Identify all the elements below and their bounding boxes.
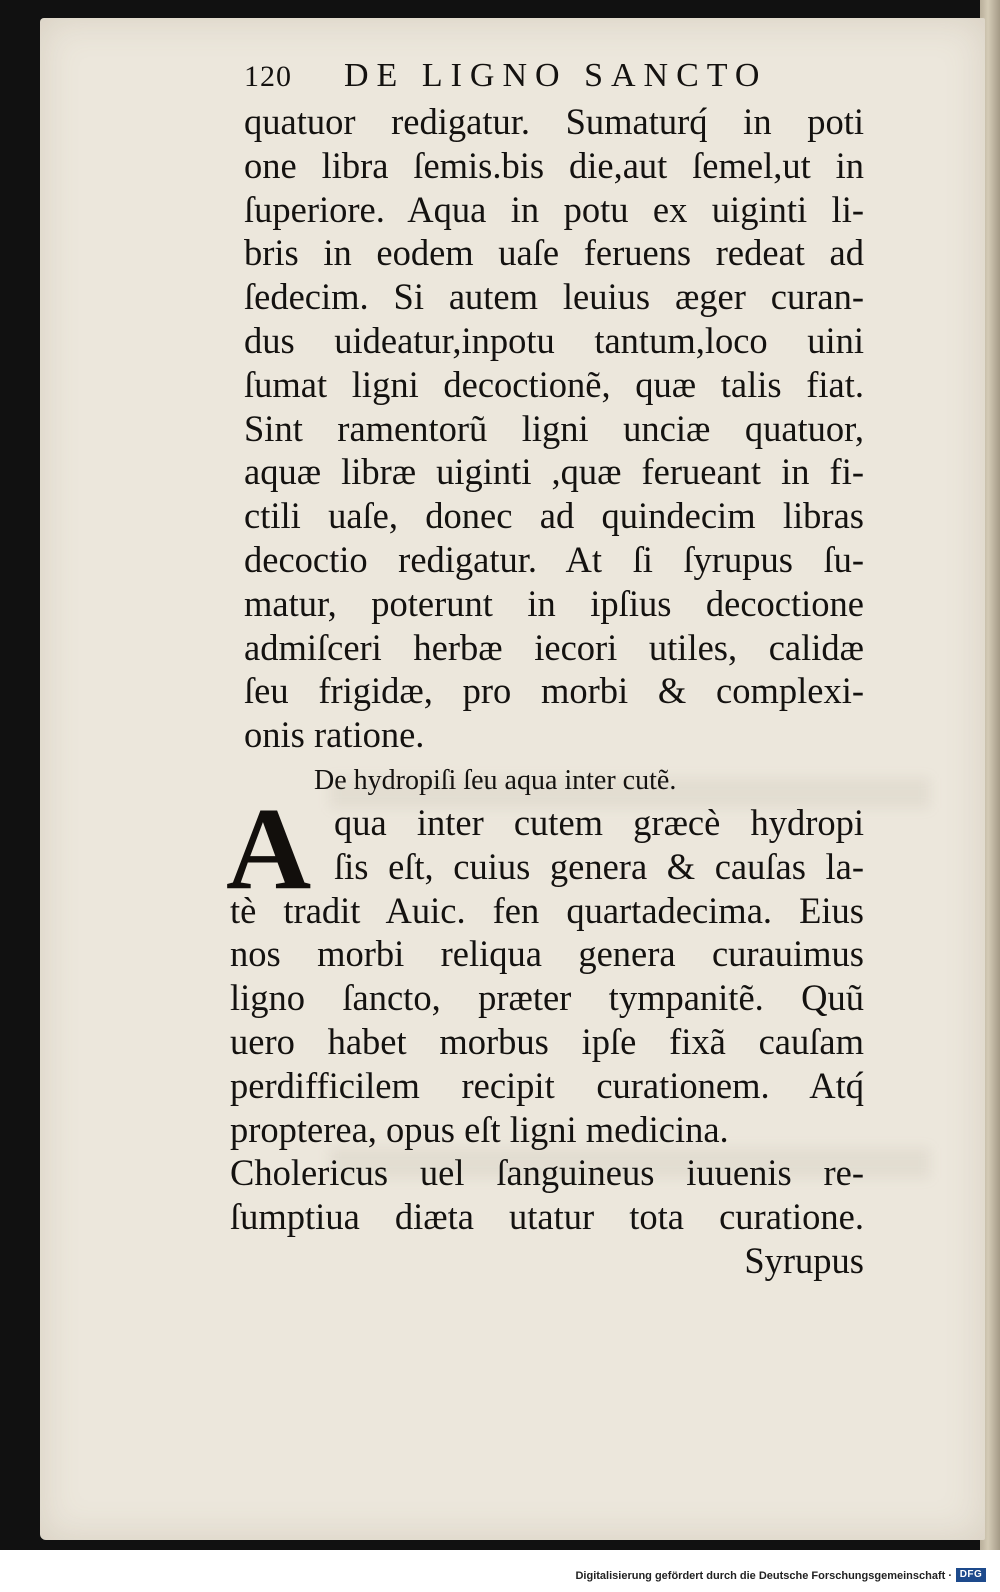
text-line: ſedecim. Si autem leuius æger curan- bbox=[244, 276, 864, 318]
text-line: aquæ libræ uiginti ,quæ ferueant in fi- bbox=[244, 451, 864, 493]
drop-cap: A bbox=[226, 782, 312, 914]
text-line: admiſceri herbæ iecori utiles, calidæ bbox=[244, 626, 864, 668]
text-line: onis ratione. bbox=[244, 714, 425, 756]
text-line: ſis eſt, cuius genera & cauſas la- bbox=[334, 845, 864, 887]
text-line: quatuor redigatur. Sumaturq́ in poti bbox=[244, 101, 864, 142]
text-line: dus uideatur,inpotu tantum,loco uini bbox=[244, 319, 864, 361]
text-line: Cholericus uel ſanguineus iuuenis re- bbox=[230, 1152, 864, 1194]
text-line: propterea, opus eſt ligni medicina. bbox=[230, 1108, 729, 1150]
footer-credit: Digitalisierung gefördert durch die Deutsche Forschungsgemeinschaft · bbox=[575, 1570, 952, 1582]
section-paragraph bbox=[226, 782, 864, 1283]
text-line: tè tradit Auic. fen quartadecima. Eius bbox=[230, 889, 864, 931]
text-line: bris in eodem uaſe feruens redeat ad bbox=[244, 232, 864, 274]
text-line: ligno ſancto, præter tympanitẽ. Quũ bbox=[230, 977, 864, 1019]
text-line: qua inter cutem græcè hydropi bbox=[334, 801, 864, 843]
text-line: decoctio redigatur. At ſi ſyrupus ſu- bbox=[244, 538, 864, 580]
page-number: 120 bbox=[244, 60, 292, 93]
text-line: matur, poterunt in ipſius decoctione bbox=[244, 582, 864, 624]
text-line: uero habet morbus ipſe fixã cauſam bbox=[230, 1020, 864, 1062]
page-text bbox=[226, 52, 864, 1283]
text-line: Sint ramentorũ ligni unciæ quatuor, bbox=[244, 407, 864, 449]
body-paragraph bbox=[244, 100, 864, 757]
dfg-logo-icon: DFG bbox=[956, 1568, 986, 1582]
text-line: ſumat ligni decoctionẽ, quæ talis fiat. bbox=[244, 363, 864, 405]
text-line: ſuperiore. Aqua in potu ex uiginti li- bbox=[244, 188, 864, 230]
running-head: DE LIGNO SANCTO bbox=[344, 57, 768, 94]
catchword: Syrupus bbox=[744, 1239, 864, 1281]
text-line: nos morbi reliqua genera curauimus bbox=[230, 933, 864, 975]
text-line: perdifficilem recipit curationem. Atq́ bbox=[230, 1064, 864, 1106]
page-header bbox=[244, 52, 864, 100]
text-line: ſeu frigidæ, pro morbi & complexi- bbox=[244, 670, 864, 712]
text-line: ſumptiua diæta utatur tota curatione. bbox=[230, 1196, 864, 1238]
text-line: one libra ſemis.bis die,aut ſemel,ut in bbox=[244, 144, 864, 186]
section-heading: De hydropiſi ſeu aqua inter cutẽ. bbox=[314, 764, 677, 796]
text-line: ctili uaſe, donec ad quindecim libras bbox=[244, 495, 864, 537]
